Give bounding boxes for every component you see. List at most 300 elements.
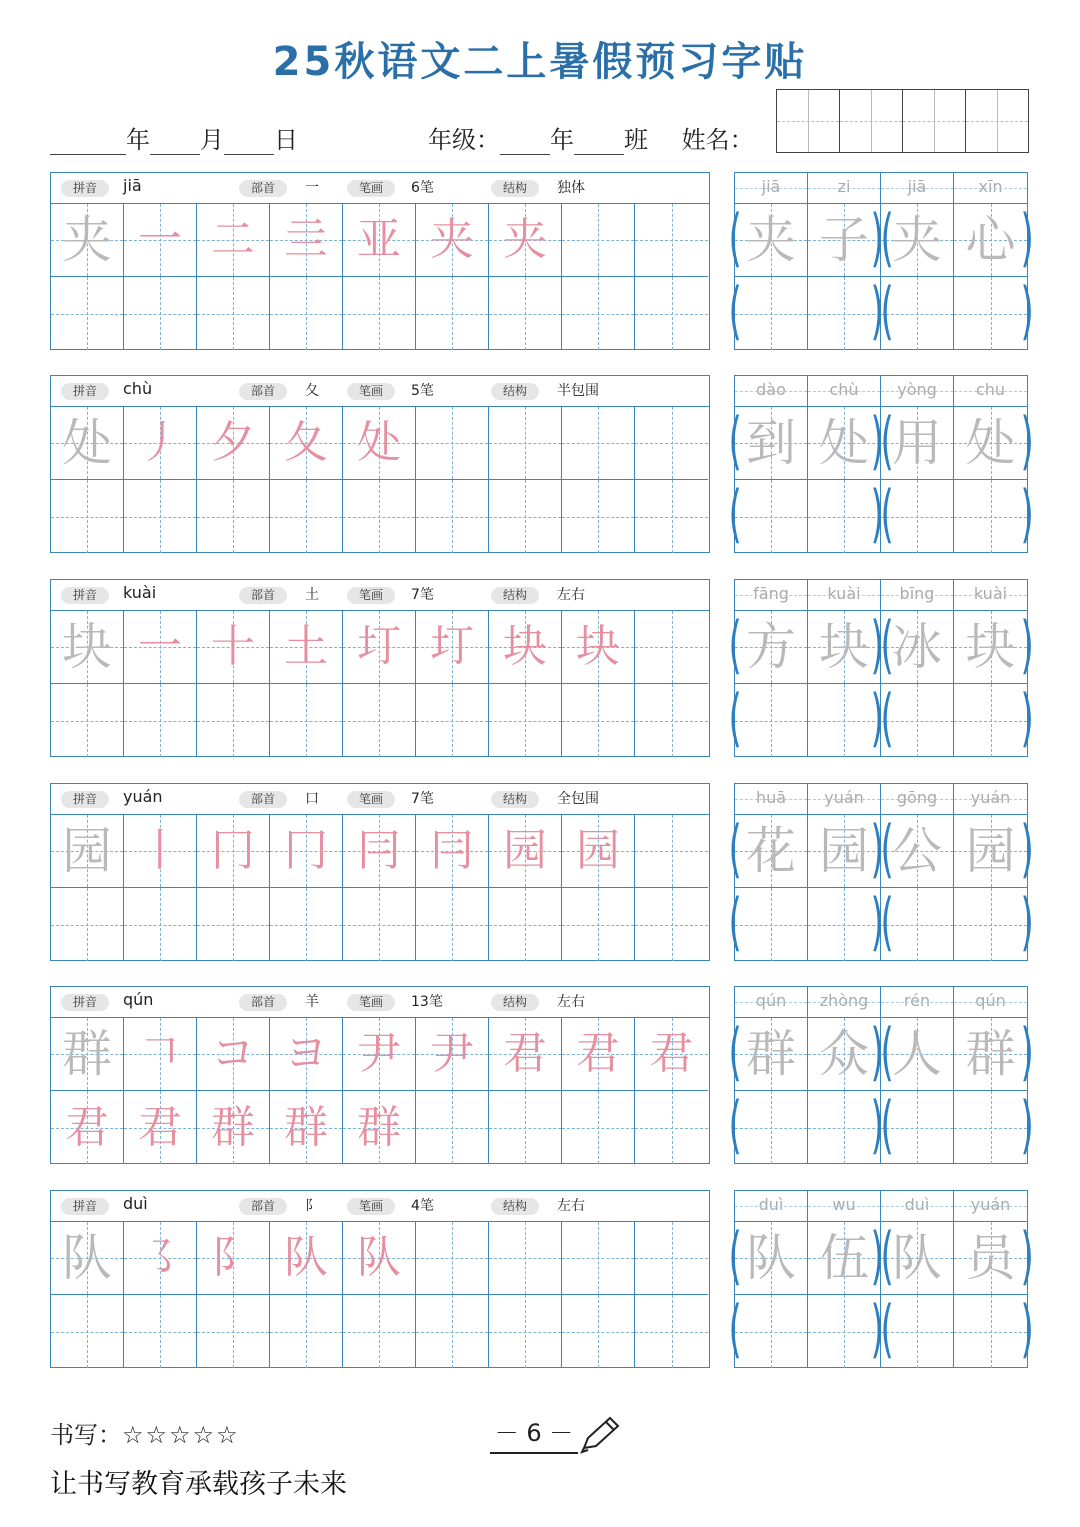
- writing-cell[interactable]: [51, 480, 124, 553]
- stroke-order-step: 阝: [211, 1232, 255, 1283]
- word-writing-cell[interactable]: [735, 888, 808, 961]
- grade-label: 年级：: [428, 126, 500, 154]
- word-character: 方: [746, 618, 796, 676]
- writing-cell[interactable]: [343, 480, 416, 553]
- word-pinyin: xīn: [954, 173, 1027, 203]
- word-practice-panel: [728, 172, 1034, 350]
- word-writing-cell[interactable]: [954, 277, 1027, 350]
- writing-cell[interactable]: [489, 1091, 562, 1164]
- word-pinyin: yuán: [954, 1191, 1027, 1221]
- writing-cell[interactable]: [635, 1018, 708, 1091]
- writing-cell[interactable]: [51, 1295, 124, 1368]
- writing-cell[interactable]: [489, 611, 562, 684]
- word-writing-cell[interactable]: [735, 1018, 808, 1091]
- word-pinyin: zi: [808, 173, 881, 203]
- writing-cell[interactable]: [416, 480, 489, 553]
- writing-cell[interactable]: [562, 815, 635, 888]
- word-bracket: ): [870, 1292, 884, 1365]
- writing-cell[interactable]: [270, 684, 343, 757]
- writing-cell[interactable]: [197, 684, 270, 757]
- word-writing-cell[interactable]: [954, 611, 1027, 684]
- class-blank[interactable]: [574, 132, 624, 155]
- month-blank[interactable]: [150, 132, 200, 155]
- word-bracket: ): [1020, 201, 1034, 274]
- page-title: 25秋语文二上暑假预习字贴: [272, 39, 808, 85]
- word-pinyin: wu: [808, 1191, 881, 1221]
- stroke-order-step: 尹: [357, 1028, 401, 1079]
- word-writing-cell[interactable]: [954, 1091, 1027, 1164]
- word-bracket: (: [880, 404, 894, 477]
- year-blank[interactable]: [50, 132, 126, 155]
- writing-cell[interactable]: [124, 1091, 197, 1164]
- word-character: 块: [965, 618, 1016, 676]
- word-bracket: ): [1020, 404, 1034, 477]
- word-character: 员: [965, 1229, 1016, 1287]
- stroke-order-step: 队: [357, 1232, 401, 1283]
- character-block: [50, 579, 1034, 759]
- word-pinyin: gōng: [881, 784, 954, 814]
- writing-cell[interactable]: [343, 684, 416, 757]
- writing-cell[interactable]: [489, 1222, 562, 1295]
- writing-cell[interactable]: [270, 815, 343, 888]
- word-pinyin: qún: [954, 987, 1027, 1017]
- structure-pill: 结构: [491, 383, 539, 400]
- pinyin-pill: 拼音: [61, 180, 109, 197]
- word-bracket: (: [728, 1015, 742, 1088]
- word-bracket: (: [880, 812, 894, 885]
- name-cell[interactable]: [839, 89, 903, 153]
- writing-cell[interactable]: [51, 815, 124, 888]
- writing-cell[interactable]: [635, 480, 708, 553]
- writing-cell[interactable]: [270, 1091, 343, 1164]
- word-bracket: (: [728, 1292, 742, 1365]
- character-info-header: [51, 784, 709, 815]
- character-block: [50, 172, 1034, 352]
- writing-cell[interactable]: [562, 1222, 635, 1295]
- model-character: 处: [62, 414, 112, 472]
- strokes-pill: 笔画: [347, 180, 395, 197]
- writing-cell[interactable]: [124, 888, 197, 961]
- word-character: 用: [892, 414, 942, 472]
- structure-pill: 结构: [491, 587, 539, 604]
- writing-cell[interactable]: [635, 407, 708, 480]
- stroke-order-step: 亖: [284, 214, 328, 265]
- structure-pill: 结构: [491, 994, 539, 1011]
- writing-cell[interactable]: [416, 684, 489, 757]
- word-bracket: ): [870, 1015, 884, 1088]
- structure-pill: 结构: [491, 1198, 539, 1215]
- writing-cell[interactable]: [489, 1295, 562, 1368]
- writing-cell[interactable]: [416, 204, 489, 277]
- strokes-pill: 笔画: [347, 587, 395, 604]
- word-bracket: ): [1020, 608, 1034, 681]
- writing-cell[interactable]: [124, 815, 197, 888]
- word-pinyin: qún: [735, 987, 808, 1017]
- writing-cell[interactable]: [343, 204, 416, 277]
- writing-cell[interactable]: [124, 480, 197, 553]
- practice-grid-panel: [50, 1190, 710, 1368]
- character-info-header: [51, 173, 709, 204]
- writing-label: 书写：: [50, 1421, 122, 1449]
- word-bracket: (: [728, 477, 742, 550]
- stroke-order-step: 尹: [430, 1028, 474, 1079]
- writing-cell[interactable]: [197, 1091, 270, 1164]
- stroke-order-step: 群: [211, 1101, 255, 1153]
- radical-pill: 部首: [239, 1198, 287, 1215]
- writing-cell[interactable]: [416, 1295, 489, 1368]
- stroke-order-step: 君: [138, 1101, 182, 1153]
- writing-cell[interactable]: [562, 480, 635, 553]
- practice-grid-panel: [50, 986, 710, 1164]
- word-bracket: (: [728, 885, 742, 958]
- pinyin-pill: 拼音: [61, 383, 109, 400]
- strokes-value: 7笔: [411, 791, 434, 807]
- radical-pill: 部首: [239, 791, 287, 808]
- writing-grid: [51, 611, 708, 757]
- word-bracket: ): [870, 477, 884, 550]
- word-writing-cell[interactable]: [735, 1091, 808, 1164]
- writing-cell[interactable]: [635, 684, 708, 757]
- pinyin-value: jiā: [123, 176, 142, 195]
- writing-cell[interactable]: [343, 815, 416, 888]
- word-bracket: (: [728, 681, 742, 754]
- word-writing-cell[interactable]: [954, 684, 1027, 757]
- writing-cell[interactable]: [197, 888, 270, 961]
- word-bracket: (: [728, 1219, 742, 1292]
- day-blank[interactable]: [224, 132, 274, 155]
- writing-cell[interactable]: [51, 407, 124, 480]
- writing-cell[interactable]: [562, 1091, 635, 1164]
- writing-cell[interactable]: [343, 611, 416, 684]
- word-writing-cell[interactable]: [735, 204, 808, 277]
- word-practice-panel: [728, 579, 1034, 757]
- stroke-order-step: 君: [65, 1101, 109, 1153]
- day-label: 日: [274, 126, 298, 154]
- writing-cell[interactable]: [343, 1091, 416, 1164]
- word-bracket: ): [870, 274, 884, 347]
- word-writing-cell[interactable]: [735, 1222, 808, 1295]
- pinyin-pill: 拼音: [61, 587, 109, 604]
- word-bracket: ): [870, 1219, 884, 1292]
- writing-cell[interactable]: [489, 1018, 562, 1091]
- word-character: 夹: [892, 211, 942, 269]
- word-pinyin: yuán: [808, 784, 881, 814]
- writing-cell[interactable]: [197, 1018, 270, 1091]
- writing-cell[interactable]: [270, 1018, 343, 1091]
- writing-cell[interactable]: [270, 277, 343, 350]
- stroke-order-step: 土: [284, 621, 328, 672]
- writing-cell[interactable]: [197, 1295, 270, 1368]
- writing-cell[interactable]: [635, 1222, 708, 1295]
- word-pinyin: huā: [735, 784, 808, 814]
- word-writing-grid: [728, 608, 1034, 757]
- stroke-order-step: 一: [138, 621, 182, 672]
- stroke-order-step: 块: [503, 621, 547, 672]
- word-writing-cell[interactable]: [954, 407, 1027, 480]
- radical-pill: 部首: [239, 994, 287, 1011]
- word-writing-cell[interactable]: [954, 480, 1027, 553]
- writing-cell[interactable]: [270, 1295, 343, 1368]
- writing-cell[interactable]: [416, 1091, 489, 1164]
- writing-cell[interactable]: [416, 815, 489, 888]
- word-bracket: (: [880, 1015, 894, 1088]
- strokes-value: 7笔: [411, 587, 434, 603]
- model-character: 园: [62, 822, 112, 880]
- word-bracket: ): [1020, 681, 1034, 754]
- word-bracket: (: [880, 274, 894, 347]
- stroke-order-step: 冂: [284, 825, 328, 876]
- writing-cell[interactable]: [343, 1295, 416, 1368]
- writing-cell[interactable]: [635, 1091, 708, 1164]
- writing-cell[interactable]: [124, 277, 197, 350]
- model-character: 队: [62, 1229, 112, 1287]
- word-bracket: (: [880, 885, 894, 958]
- writing-cell[interactable]: [635, 204, 708, 277]
- writing-cell[interactable]: [562, 204, 635, 277]
- name-grid[interactable]: [776, 89, 1028, 153]
- word-pinyin: duì: [881, 1191, 954, 1221]
- writing-cell[interactable]: [270, 407, 343, 480]
- pen-icon: [578, 1414, 622, 1454]
- word-character: 队: [892, 1229, 942, 1287]
- stroke-order-step: ㇌: [138, 1232, 182, 1283]
- word-bracket: ): [1020, 274, 1034, 347]
- word-writing-cell[interactable]: [735, 407, 808, 480]
- writing-cell[interactable]: [635, 888, 708, 961]
- word-bracket: (: [728, 812, 742, 885]
- writing-cell[interactable]: [197, 611, 270, 684]
- writing-cell[interactable]: [197, 480, 270, 553]
- writing-cell[interactable]: [51, 684, 124, 757]
- writing-cell[interactable]: [197, 815, 270, 888]
- word-writing-cell[interactable]: [954, 1222, 1027, 1295]
- writing-cell[interactable]: [51, 1091, 124, 1164]
- word-pinyin: chù: [808, 376, 881, 406]
- structure-value: 左右: [557, 587, 585, 603]
- word-bracket: ): [1020, 1088, 1034, 1161]
- word-pinyin-row: [735, 376, 1027, 407]
- character-info-header: [51, 580, 709, 611]
- stroke-order-step: ヨ: [284, 1028, 328, 1079]
- stroke-order-step: 亚: [357, 214, 401, 265]
- stroke-order-step: 队: [284, 1232, 328, 1283]
- stroke-order-step: 圢: [357, 621, 401, 672]
- word-pinyin: bīng: [881, 580, 954, 610]
- writing-cell[interactable]: [562, 277, 635, 350]
- word-writing-cell[interactable]: [954, 888, 1027, 961]
- name-cell[interactable]: [965, 89, 1029, 153]
- writing-cell[interactable]: [343, 1222, 416, 1295]
- writing-cell[interactable]: [562, 684, 635, 757]
- word-writing-grid: [728, 201, 1034, 350]
- stroke-order-step: 群: [357, 1101, 401, 1153]
- strokes-pill: 笔画: [347, 791, 395, 808]
- writing-cell[interactable]: [416, 277, 489, 350]
- word-writing-cell[interactable]: [735, 815, 808, 888]
- writing-cell[interactable]: [416, 1018, 489, 1091]
- writing-cell[interactable]: [416, 611, 489, 684]
- writing-cell[interactable]: [416, 888, 489, 961]
- word-pinyin-row: [735, 987, 1027, 1018]
- writing-cell[interactable]: [343, 888, 416, 961]
- character-block: [50, 783, 1034, 963]
- word-bracket: ): [870, 201, 884, 274]
- stroke-order-step: 块: [576, 621, 620, 672]
- word-writing-cell[interactable]: [954, 1018, 1027, 1091]
- practice-grid-panel: [50, 783, 710, 961]
- writing-cell[interactable]: [489, 277, 562, 350]
- stroke-order-step: 君: [576, 1028, 620, 1079]
- word-practice-panel: [728, 375, 1034, 553]
- writing-cell[interactable]: [51, 611, 124, 684]
- class-label: 班: [624, 126, 648, 154]
- writing-cell[interactable]: [343, 407, 416, 480]
- writing-cell[interactable]: [197, 277, 270, 350]
- radical-value: 羊: [305, 994, 319, 1010]
- word-character: 园: [965, 822, 1016, 880]
- writing-cell[interactable]: [562, 1018, 635, 1091]
- word-pinyin-row: [735, 580, 1027, 611]
- word-bracket: ): [1020, 1292, 1034, 1365]
- writing-cell[interactable]: [270, 1222, 343, 1295]
- structure-value: 半包围: [557, 383, 599, 399]
- name-cell[interactable]: [776, 89, 840, 153]
- word-pinyin: kuài: [954, 580, 1027, 610]
- radical-pill: 部首: [239, 587, 287, 604]
- writing-cell[interactable]: [51, 1222, 124, 1295]
- stroke-order-step: 夹: [430, 214, 474, 265]
- writing-grid: [51, 407, 708, 553]
- writing-cell[interactable]: [489, 684, 562, 757]
- word-character: 群: [746, 1025, 796, 1083]
- writing-cell[interactable]: [416, 1222, 489, 1295]
- word-writing-cell[interactable]: [954, 204, 1027, 277]
- writing-cell[interactable]: [635, 611, 708, 684]
- stroke-order-step: 冂: [211, 825, 255, 876]
- writing-cell[interactable]: [197, 1222, 270, 1295]
- word-writing-cell[interactable]: [735, 1295, 808, 1368]
- word-pinyin-row: [735, 784, 1027, 815]
- grade-blank[interactable]: [500, 132, 550, 155]
- writing-cell[interactable]: [124, 611, 197, 684]
- character-block: [50, 986, 1034, 1166]
- pinyin-value: duì: [123, 1194, 148, 1213]
- writing-cell[interactable]: [197, 407, 270, 480]
- word-bracket: (: [728, 274, 742, 347]
- writing-cell[interactable]: [562, 407, 635, 480]
- writing-cell[interactable]: [489, 407, 562, 480]
- pinyin-value: kuài: [123, 583, 157, 602]
- word-writing-cell[interactable]: [735, 611, 808, 684]
- word-bracket: ): [870, 812, 884, 885]
- radical-pill: 部首: [239, 383, 287, 400]
- writing-cell[interactable]: [270, 204, 343, 277]
- writing-cell[interactable]: [124, 1222, 197, 1295]
- name-cell[interactable]: [902, 89, 966, 153]
- structure-value: 左右: [557, 1198, 585, 1214]
- writing-cell[interactable]: [124, 684, 197, 757]
- writing-rating: [50, 1415, 240, 1450]
- structure-pill: 结构: [491, 791, 539, 808]
- word-bracket: ): [1020, 812, 1034, 885]
- writing-cell[interactable]: [124, 407, 197, 480]
- word-writing-cell[interactable]: [954, 1295, 1027, 1368]
- word-pinyin: yuán: [954, 784, 1027, 814]
- grade-year-label: 年: [550, 126, 574, 154]
- slogan: 让书写教育承载孩子未来: [50, 1469, 347, 1500]
- word-writing-cell[interactable]: [735, 277, 808, 350]
- word-bracket: (: [880, 1219, 894, 1292]
- word-character: 块: [819, 618, 869, 676]
- word-bracket: ): [1020, 1219, 1034, 1292]
- writing-cell[interactable]: [416, 407, 489, 480]
- writing-cell[interactable]: [489, 888, 562, 961]
- writing-cell[interactable]: [562, 611, 635, 684]
- word-bracket: (: [728, 201, 742, 274]
- rating-stars[interactable]: ☆☆☆☆☆: [122, 1421, 240, 1449]
- writing-cell[interactable]: [562, 1295, 635, 1368]
- writing-grid: [51, 815, 708, 961]
- writing-cell[interactable]: [51, 204, 124, 277]
- structure-value: 左右: [557, 994, 585, 1010]
- word-writing-cell[interactable]: [735, 480, 808, 553]
- writing-cell[interactable]: [489, 480, 562, 553]
- date-line: [50, 120, 298, 155]
- model-character: 群: [62, 1025, 112, 1083]
- writing-cell[interactable]: [124, 204, 197, 277]
- word-bracket: (: [880, 1292, 894, 1365]
- writing-cell[interactable]: [343, 1018, 416, 1091]
- word-bracket: (: [880, 1088, 894, 1161]
- writing-cell[interactable]: [635, 277, 708, 350]
- writing-cell[interactable]: [343, 277, 416, 350]
- writing-cell[interactable]: [124, 1295, 197, 1368]
- character-block: [50, 375, 1034, 555]
- pinyin-value: qún: [123, 990, 154, 1009]
- radical-value: 阝: [305, 1198, 319, 1214]
- writing-cell[interactable]: [270, 888, 343, 961]
- word-character: 群: [965, 1025, 1016, 1083]
- character-info-header: [51, 1191, 709, 1222]
- writing-cell[interactable]: [270, 480, 343, 553]
- word-bracket: (: [880, 477, 894, 550]
- word-bracket: (: [728, 608, 742, 681]
- word-pinyin: zhòng: [808, 987, 881, 1017]
- writing-cell[interactable]: [635, 815, 708, 888]
- writing-cell[interactable]: [51, 1018, 124, 1091]
- writing-cell[interactable]: [270, 611, 343, 684]
- month-label: 月: [200, 126, 224, 154]
- writing-cell[interactable]: [51, 277, 124, 350]
- word-character: 众: [819, 1025, 869, 1083]
- word-practice-panel: [728, 783, 1034, 961]
- stroke-order-step: 丿: [138, 417, 182, 468]
- writing-cell[interactable]: [635, 1295, 708, 1368]
- structure-pill: 结构: [491, 180, 539, 197]
- structure-value: 独体: [557, 180, 585, 196]
- writing-cell[interactable]: [124, 1018, 197, 1091]
- word-writing-cell[interactable]: [735, 684, 808, 757]
- writing-cell[interactable]: [51, 888, 124, 961]
- radical-value: 夂: [305, 383, 319, 399]
- writing-cell[interactable]: [489, 815, 562, 888]
- writing-cell[interactable]: [489, 204, 562, 277]
- stroke-order-step: 处: [357, 417, 401, 468]
- writing-cell[interactable]: [562, 888, 635, 961]
- word-writing-cell[interactable]: [954, 815, 1027, 888]
- writing-cell[interactable]: [197, 204, 270, 277]
- word-bracket: ): [870, 885, 884, 958]
